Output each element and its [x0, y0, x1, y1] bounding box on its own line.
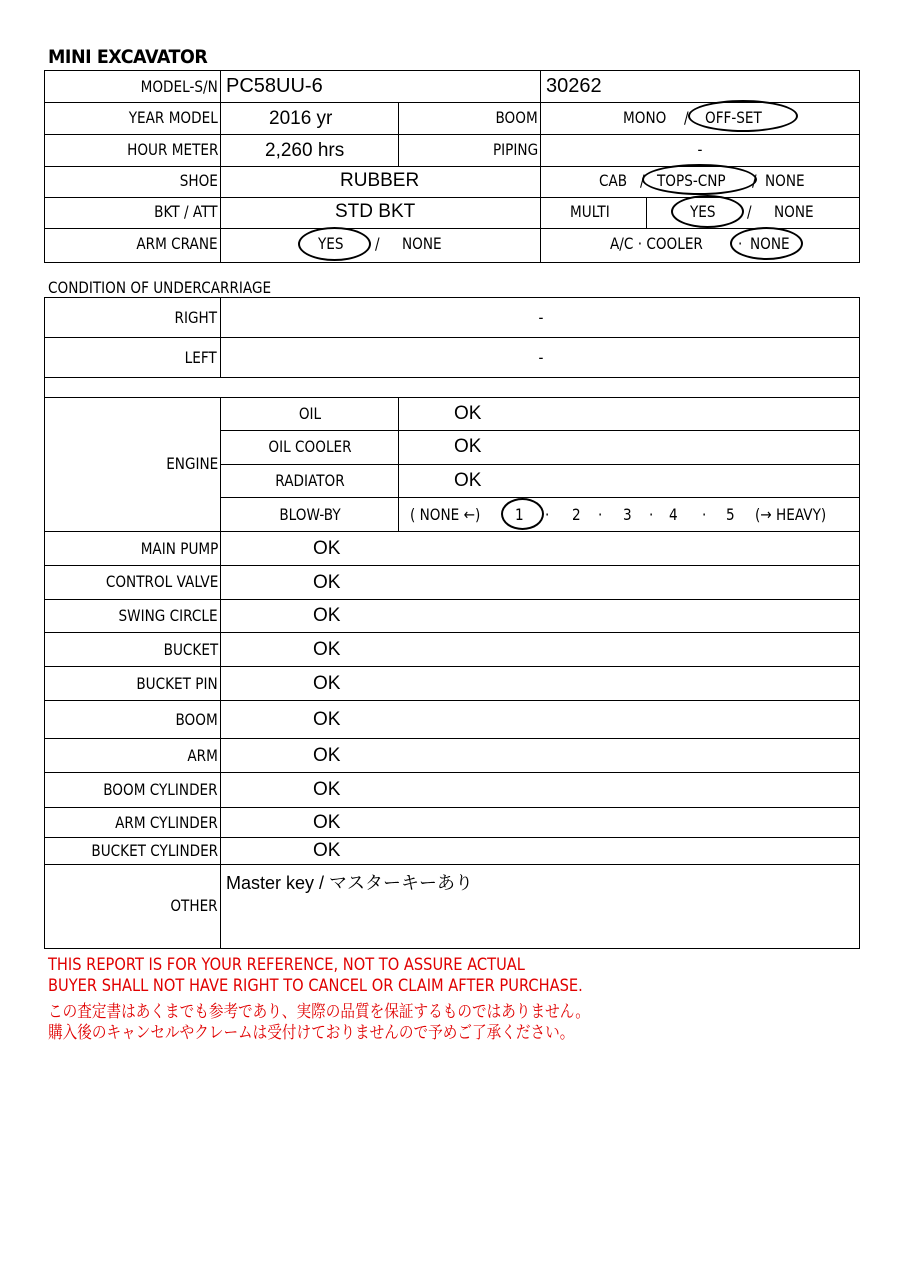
disclaimer-line: BUYER SHALL NOT HAVE RIGHT TO CANCEL OR CLAIM AFTER PURCHASE. [48, 976, 583, 996]
bucket-label: BUCKET [163, 640, 218, 659]
oil-value: OK [454, 403, 482, 424]
control-valve-value: OK [313, 572, 341, 593]
arm-crane-option-yes: YES [318, 234, 344, 253]
col-divider [398, 102, 399, 166]
other-label: OTHER [170, 896, 218, 915]
row-divider [44, 738, 860, 739]
arm-value: OK [313, 745, 341, 766]
blow-by-level-1: 1 [515, 505, 524, 524]
selected-circle [671, 195, 744, 228]
model-value: PC58UU-6 [226, 75, 323, 97]
row-divider [44, 837, 860, 838]
row-divider [44, 377, 860, 378]
ac-cooler-label: A/C · COOLER [610, 234, 703, 253]
col-divider [220, 397, 221, 949]
boom-cylinder-value: OK [313, 779, 341, 800]
row-divider [44, 772, 860, 773]
cab-separator: / [640, 171, 645, 190]
row-divider [44, 531, 860, 532]
blow-by-heavy: (→ HEAVY) [755, 505, 827, 524]
multi-option-yes: YES [690, 202, 716, 221]
blow-by-level-3: 3 [623, 505, 632, 524]
disclaimer-line: 購入後のキャンセルやクレームは受付けておりませんので予めご了承ください。 [48, 1023, 575, 1043]
bkt-att-value: STD BKT [335, 201, 416, 222]
disclaimer-line: この査定書はあくまでも参考であり、実際の品質を保証するものではありません。 [48, 1002, 590, 1022]
row-divider [220, 430, 860, 431]
shoe-value: RUBBER [340, 170, 420, 191]
blow-by-level-2: 2 [572, 505, 581, 524]
boom-option-mono: MONO [623, 108, 667, 127]
boom-part-label: BOOM [175, 710, 218, 729]
arm-crane-separator: / [375, 234, 380, 253]
right-label: RIGHT [174, 308, 217, 327]
blow-by-dot: · [598, 505, 603, 524]
disclaimer-line: THIS REPORT IS FOR YOUR REFERENCE, NOT TO ASSURE ACTUAL [48, 955, 525, 975]
oil-cooler-value: OK [454, 436, 482, 457]
row-divider [44, 807, 860, 808]
cab-option-tops-cnp: TOPS-CNP [657, 171, 726, 190]
undercarriage-table [44, 297, 860, 398]
year-value: 2016 yr [269, 108, 333, 129]
blow-by-dot: · [545, 505, 550, 524]
row-divider [44, 700, 860, 701]
bkt-att-label: BKT / ATT [154, 202, 218, 221]
col-divider [646, 197, 647, 228]
arm-crane-option-none: NONE [402, 234, 442, 253]
serial-value: 30262 [546, 75, 602, 97]
arm-label: ARM [187, 746, 218, 765]
boom-option-offset: OFF-SET [705, 108, 762, 127]
oil-label: OIL [298, 404, 322, 423]
row-divider [44, 565, 860, 566]
right-value: - [538, 308, 544, 327]
row-divider [44, 197, 860, 198]
multi-option-none: NONE [774, 202, 814, 221]
radiator-label: RADIATOR [275, 471, 345, 490]
row-divider [44, 228, 860, 229]
piping-value: - [697, 140, 703, 159]
row-divider [44, 632, 860, 633]
row-divider [220, 497, 860, 498]
piping-label: PIPING [492, 140, 538, 159]
model-sn-label: MODEL-S/N [140, 77, 218, 96]
selected-circle [501, 498, 544, 530]
cab-option-none: NONE [765, 171, 805, 190]
blow-by-dot: · [702, 505, 707, 524]
multi-label: MULTI [570, 202, 610, 221]
selected-circle [688, 100, 798, 132]
year-label: YEAR MODEL [128, 108, 218, 127]
bucket-pin-value: OK [313, 673, 341, 694]
boom-separator: / [684, 108, 689, 127]
left-label: LEFT [184, 348, 217, 367]
blow-by-level-4: 4 [669, 505, 678, 524]
boom-cylinder-label: BOOM CYLINDER [103, 780, 218, 799]
row-divider [44, 666, 860, 667]
row-divider [44, 864, 860, 865]
arm-crane-label: ARM CRANE [136, 234, 218, 253]
row-divider [44, 134, 860, 135]
blow-by-none: ( NONE ←) [410, 505, 481, 524]
multi-separator: / [747, 202, 752, 221]
bucket-value: OK [313, 639, 341, 660]
selected-circle [642, 164, 757, 195]
left-value: - [538, 348, 544, 367]
bucket-cylinder-label: BUCKET CYLINDER [91, 841, 218, 860]
boom-part-value: OK [313, 709, 341, 730]
blow-by-label: BLOW-BY [279, 505, 341, 524]
hour-meter-value: 2,260 hrs [265, 140, 345, 161]
swing-circle-label: SWING CIRCLE [118, 606, 218, 625]
selected-circle [730, 227, 803, 260]
row-divider [44, 599, 860, 600]
bucket-pin-label: BUCKET PIN [136, 674, 218, 693]
blow-by-level-5: 5 [726, 505, 735, 524]
other-value: Master key / マスターキーあり [226, 873, 474, 893]
col-divider [540, 70, 541, 263]
col-divider [220, 70, 221, 263]
cab-separator: / [752, 171, 757, 190]
oil-cooler-label: OIL COOLER [268, 437, 352, 456]
engine-label: ENGINE [165, 454, 218, 473]
main-pump-label: MAIN PUMP [140, 539, 218, 558]
ac-separator: · [738, 234, 743, 253]
main-pump-value: OK [313, 538, 341, 559]
col-divider [220, 297, 221, 378]
arm-cylinder-value: OK [313, 812, 341, 833]
blow-by-dot: · [649, 505, 654, 524]
page-title: MINI EXCAVATOR [48, 46, 208, 68]
bucket-cylinder-value: OK [313, 840, 341, 861]
selected-circle [298, 227, 371, 261]
hour-meter-label: HOUR METER [126, 140, 218, 159]
cab-label: CAB [599, 171, 628, 190]
boom-label: BOOM [495, 108, 538, 127]
control-valve-label: CONTROL VALVE [105, 572, 218, 591]
row-divider [220, 464, 860, 465]
swing-circle-value: OK [313, 605, 341, 626]
arm-cylinder-label: ARM CYLINDER [115, 813, 218, 832]
radiator-value: OK [454, 470, 482, 491]
condition-table [44, 397, 860, 949]
shoe-label: SHOE [179, 171, 218, 190]
ac-cooler-value: NONE [750, 234, 790, 253]
undercarriage-heading: CONDITION OF UNDERCARRIAGE [48, 278, 272, 297]
row-divider [44, 337, 860, 338]
